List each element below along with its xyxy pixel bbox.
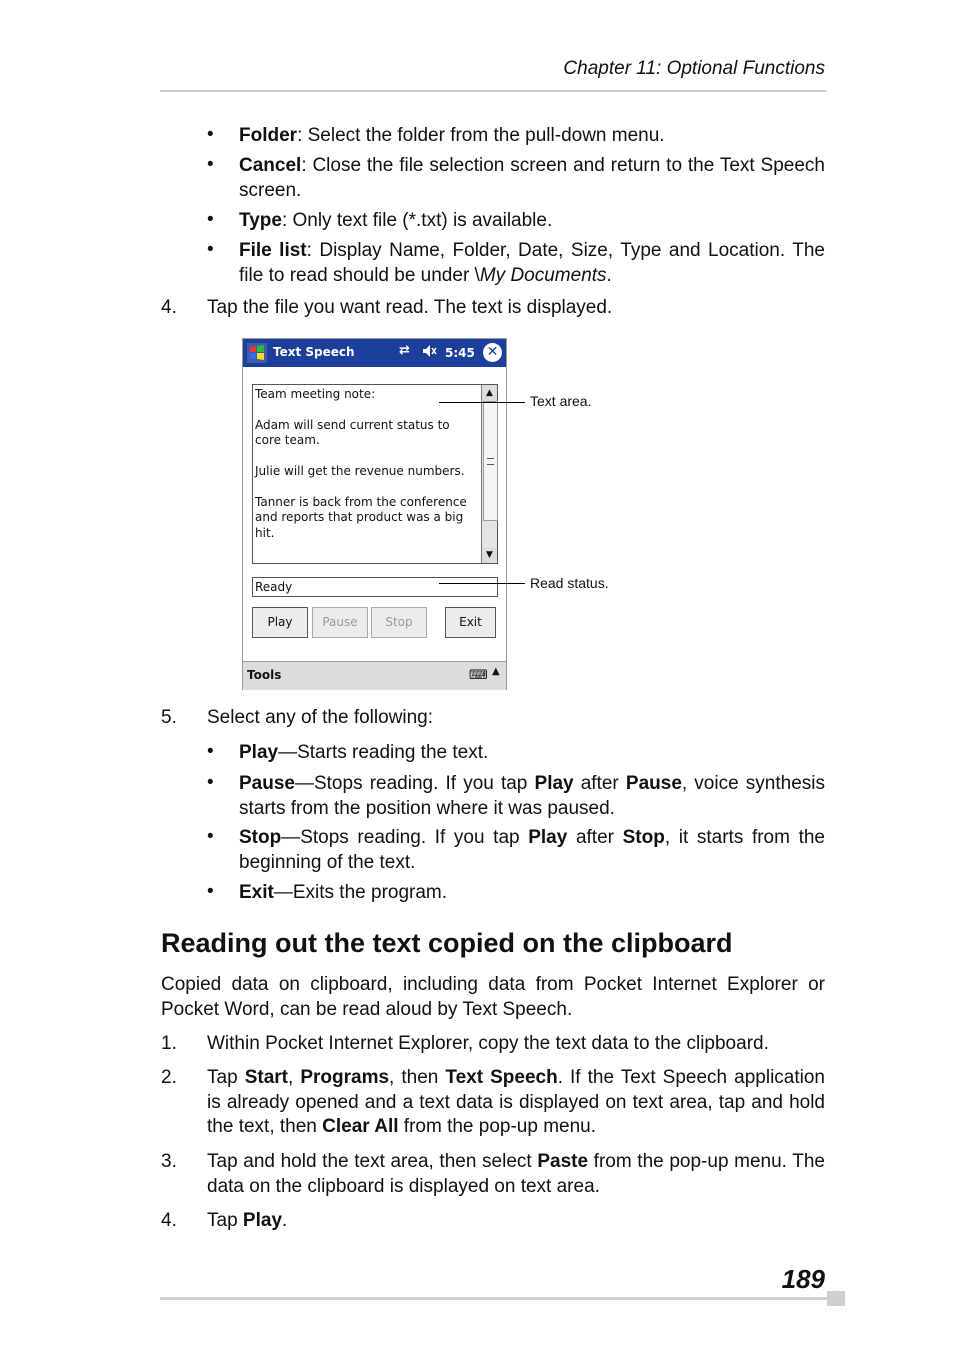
step-number: 1. (161, 1033, 177, 1054)
text-area-content: Team meeting note: Adam will send current status to core team. Julie will get the revenue numbers. Tanner is back from the conference and reports that product was a big hit. (255, 387, 467, 540)
bullet-type: Type: Only text file (*.txt) is available. (239, 210, 553, 231)
scroll-thumb[interactable] (483, 401, 498, 521)
tools-menu[interactable]: Tools (247, 668, 282, 682)
bullet-exit: Exit—Exits the program. (239, 882, 448, 903)
step-text: Select any of the following: (207, 707, 434, 728)
bullet-file-list: File list: Display Name, Folder, Date, Size, Type and Location. The file to read should be under \My Documents. (239, 240, 826, 286)
bullet-pause: Pause—Stops reading. If you tap Play after Pause, voice synthesis starts from the position where it was paused. (239, 773, 825, 819)
page-number: 189 (781, 1264, 825, 1294)
bullet: • (207, 772, 214, 793)
bullet-folder: Folder: Select the folder from the pull-down menu. (239, 125, 665, 146)
play-button[interactable]: Play (252, 607, 308, 638)
header-rule (160, 90, 827, 92)
text-area[interactable] (252, 384, 498, 564)
title-bar (243, 339, 506, 367)
step-number: 2. (161, 1067, 177, 1088)
bullet: • (207, 209, 214, 230)
menu-bar (243, 661, 506, 690)
step-text: Tap Play. (207, 1210, 288, 1231)
input-arrow-icon[interactable]: ▲ (492, 666, 500, 677)
section-heading: Reading out the text copied on the clipboard (161, 928, 733, 958)
speaker-icon[interactable] (421, 343, 437, 363)
scroll-up-icon[interactable]: ▲ (482, 385, 497, 401)
close-icon[interactable]: ✕ (483, 343, 502, 362)
callout-read-status: Read status. (530, 575, 609, 591)
step-text: Within Pocket Internet Explorer, copy the text data to the clipboard. (207, 1033, 769, 1054)
bullet-cancel: Cancel: Close the file selection screen and return to the Text Speech screen. (239, 155, 825, 201)
step-number: 5. (161, 707, 177, 728)
status-field: Ready (252, 577, 498, 597)
clock[interactable]: 5:45 (445, 346, 475, 360)
step-number: 3. (161, 1151, 177, 1172)
connectivity-icon[interactable]: ⇄ (399, 343, 410, 358)
scrollbar[interactable] (481, 385, 497, 563)
stop-button[interactable]: Stop (371, 607, 427, 638)
bullet: • (207, 881, 214, 902)
chapter-header: Chapter 11: Optional Functions (563, 58, 825, 79)
bullet: • (207, 154, 214, 175)
bullet: • (207, 826, 214, 847)
pause-button[interactable]: Pause (312, 607, 368, 638)
step-number: 4. (161, 1210, 177, 1231)
scroll-down-icon[interactable]: ▼ (482, 547, 497, 563)
exit-button[interactable]: Exit (445, 607, 496, 638)
step-number: 4. (161, 297, 177, 318)
step-text: Tap the file you want read. The text is displayed. (207, 297, 613, 318)
callout-line (439, 402, 525, 403)
step-text: Tap and hold the text area, then select Paste from the pop-up menu. The data on the clipboard is displayed on text area. (207, 1151, 825, 1197)
callout-text-area: Text area. (530, 393, 592, 409)
bullet: • (207, 239, 214, 260)
callout-line (439, 583, 525, 584)
step-text: Tap Start, Programs, then Text Speech. If the Text Speech application is already opened and a text data is displayed on text area, tap and hold the text, then Clear All from the pop-up menu. (207, 1067, 825, 1137)
keyboard-icon[interactable]: ⌨ (469, 668, 488, 683)
footer-rule (160, 1297, 827, 1300)
footer-corner-mark (827, 1291, 845, 1306)
section-intro: Copied data on clipboard, including data from Pocket Internet Explorer or Pocket Word, can be read aloud by Text Speech. (161, 974, 825, 1020)
bullet: • (207, 741, 214, 762)
windows-logo-icon[interactable] (246, 342, 268, 364)
bullet-play: Play—Starts reading the text. (239, 742, 489, 763)
text-speech-screenshot (242, 338, 507, 690)
bullet-stop: Stop—Stops reading. If you tap Play after Stop, it starts from the beginning of the text. (239, 827, 825, 873)
app-title: Text Speech (273, 345, 355, 359)
bullet: • (207, 124, 214, 145)
